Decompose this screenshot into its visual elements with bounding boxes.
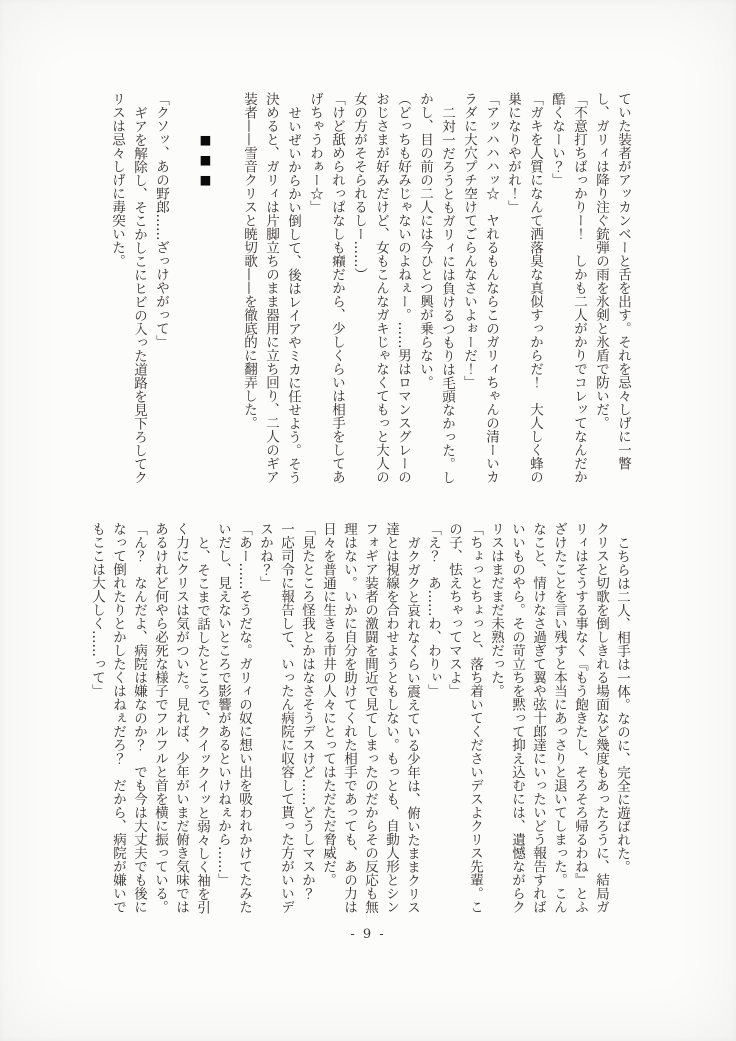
paragraph: ギアを解除し、そこかしこにヒビの入った道路を見下ろしてクリスは忌々しげに毒突いた。 — [109, 92, 147, 484]
paragraph: 「けど舐められっぱなしも癪だから、少しくらいは相手をしてあげちゃうわぁー☆」 — [307, 92, 345, 484]
paragraph: ガクガクと哀れなくらい震えている少年は、俯いたままクリス達とは視線を合わせようともしない。もっとも、自動人形とシンフォギア装者の激闘を間近で見てしまったのだからその反応も無理はない。いかに自分を助けてくれた相手であっても、あの力は日々を普通に生きる市井の人々にとってはただただ脅威だ。 — [320, 522, 420, 914]
paragraph: ていた装者がアッカンベーと舌を出す。それを忌々しげに一瞥し、ガリィは降り注ぐ銃弾の雨を氷剣と氷盾で防いだ。 — [593, 92, 631, 470]
paragraph: クリスと切歌を倒しきれる場面など幾度もあったろうに、結局ガリィはそうする事なく『もう飽きたし、そろそろ帰るわね』とふざけたことを言い残すと本当にあっさりと退いてしまった。こんなこと、情けなさ過ぎて翼や弦十郎達にいったいどう報告すればいいものやら。その苛立ちを黙って抑え込むには、遺憾ながらクリスはまだまだ未熟だった。 — [488, 522, 609, 914]
paragraph: と、そこまで話したところで、クイックイッと弱々しく袖を引く力にクリスは気がついた。見れば、少年がいまだ俯き気味ではあるけれど何やら必死な様子でフルフルと首を横に振っている。 — [152, 522, 210, 914]
paragraph: 「あー……そうだな。ガリィの奴に想い出を吸われかけてたみたいだし、見えないところで影響があるといけねぇから……」 — [215, 522, 252, 914]
paragraph: 「ガキを人質になんて洒落臭な真似すっからだ！ 大人しく蜂の巣になりやがれ！」 — [505, 92, 543, 484]
paragraph: 「え？ あ……わ、わりぃ」 — [425, 522, 441, 698]
bottom-text-block — [86, 522, 632, 914]
paragraph: 「アッハハハッ☆ ヤれるもんならこのガリィちゃんの清ーいカラダに大穴プチ空けてごらんなさいよぉーだ！」 — [461, 92, 499, 484]
page-number: - 9 - — [350, 927, 386, 942]
paragraph: 「見たところ怪我とかはなさそうデスけど……どうしマスか？ 一応司令に報告して、いったん病院に収容して貰った方がいいデスかね？」 — [257, 522, 315, 914]
top-text-block — [106, 92, 634, 484]
paragraph: こちらは二人、相手は一体。なのに、完全に遊ばれた。 — [614, 535, 630, 873]
paragraph: せいぜいからかい倒して、後はレイアやミカに任せよう。そう決めると、ガリィは片脚立ちのまま器用に立ち回り、二人のギア装者——雪音クリスと暁切歌——を徹底的に翻弄した。 — [241, 92, 301, 484]
paragraph: 「ん？ なんだよ、病院は嫌なのか？ でも今は大丈夫でも後になって倒れたりとかしたくはねぇだろ？ だから、病院が嫌いでもここは大人しく……って」 — [89, 522, 147, 914]
paragraph: 二対一だろうともガリィには負けるつもりは毛頭なかった。しかし、目の前の二人には今ひとつ興が乗らない。 — [417, 92, 455, 484]
section-divider-squares: ■■■ — [198, 132, 213, 192]
paragraph: 「ちょっとちょっと、落ち着いてくださいデスよクリス先輩。この子、怯えちゃってマスよ」 — [446, 522, 483, 914]
paragraph: （どっちも好みじゃないのよねぇー。……男はロマンスグレーのおじさまが好みだけど、女もこんなガキじゃなくてもっと大人の女の方がそそられるしー……） — [351, 92, 411, 484]
paragraph: 「不意打ちばっかりー！ しかも二人がかりでコレッてなんだか酷くなーい？」 — [549, 92, 587, 484]
paragraph: 「クソッ、あの野郎……ざっけやがって」 — [153, 92, 169, 349]
section-divider — [194, 92, 216, 484]
